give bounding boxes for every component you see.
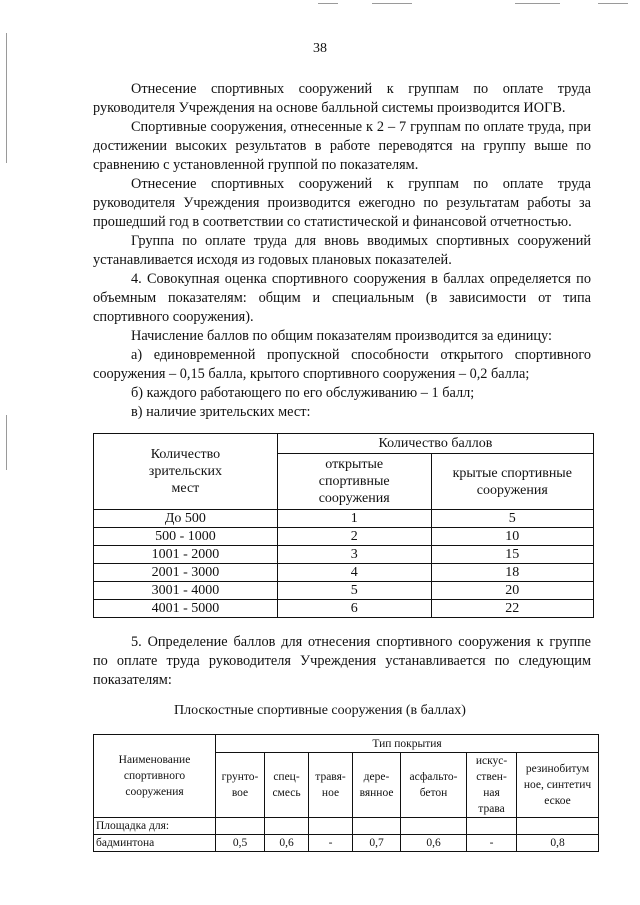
facility-name-header: Наименование спортивного сооружения (94, 735, 216, 818)
page-number: 38 (313, 41, 327, 56)
table-row (94, 510, 594, 528)
points-value: - (467, 835, 517, 852)
points-value: 0,8 (517, 835, 599, 852)
scan-top-mark (515, 3, 560, 4)
paragraph: 4. Совокупная оценка спортивного сооружения в баллах определяется по объемным показателям: общим и специальным (в зависимости от типа спортивного сооружения). (93, 271, 591, 325)
open-points: 6 (277, 600, 431, 618)
table-row (94, 835, 599, 852)
seats-range: 3001 - 4000 (94, 582, 278, 600)
open-points: 1 (277, 510, 431, 528)
surface-type: спец-смесь (265, 753, 309, 818)
scan-top-mark (372, 3, 412, 4)
surface-table (93, 734, 599, 852)
open-facilities-header: открытые спортивные сооружения (277, 454, 431, 510)
paragraph: б) каждого работающего по его обслуживанию – 1 балл; (131, 385, 475, 401)
points-value: 0,5 (216, 835, 265, 852)
table-row (94, 818, 599, 835)
seats-range: 4001 - 5000 (94, 600, 278, 618)
surface-type: резинобитумное, синтетическое (517, 753, 599, 818)
seats-range: До 500 (94, 510, 278, 528)
surface-type: искус-ствен-ная трава (467, 753, 517, 818)
scan-top-mark (598, 3, 628, 4)
paragraph: Начисление баллов по общим показателям производится за единицу: (131, 328, 552, 344)
surface-type: асфальто-бетон (401, 753, 467, 818)
open-points: 3 (277, 546, 431, 564)
open-points: 5 (277, 582, 431, 600)
covered-facilities-header: крытые спортивные сооружения (431, 454, 593, 510)
scan-edge-line (6, 415, 7, 470)
seats-range: 2001 - 3000 (94, 564, 278, 582)
table-caption: Плоскостные спортивные сооружения (в баллах) (174, 703, 466, 718)
open-points: 4 (277, 564, 431, 582)
document-body (93, 80, 591, 422)
table-row (94, 564, 594, 582)
facility-name: бадминтона (94, 835, 216, 852)
open-points: 2 (277, 528, 431, 546)
covered-points: 5 (431, 510, 593, 528)
points-value: 0,6 (265, 835, 309, 852)
covered-points: 10 (431, 528, 593, 546)
covered-points: 22 (431, 600, 593, 618)
table-row (94, 600, 594, 618)
seats-range: 1001 - 2000 (94, 546, 278, 564)
section-label: Площадка для: (94, 818, 216, 835)
table-row (94, 546, 594, 564)
points-group-header: Количество баллов (277, 434, 593, 454)
surface-type: дере-вянное (353, 753, 401, 818)
surface-type-header: Тип покрытия (216, 735, 599, 753)
paragraph: в) наличие зрительских мест: (131, 404, 311, 420)
seats-range: 500 - 1000 (94, 528, 278, 546)
covered-points: 15 (431, 546, 593, 564)
covered-points: 20 (431, 582, 593, 600)
paragraph: Отнесение спортивных сооружений к группам по оплате труда руководителя Учреждения на основе балльной системы производится ИОГВ. (93, 81, 591, 116)
points-value: - (309, 835, 353, 852)
surface-type: травя-ное (309, 753, 353, 818)
covered-points: 18 (431, 564, 593, 582)
paragraph: а) единовременной пропускной способности открытого спортивного сооружения – 0,15 балла, крытого спортивного сооружения – 0,2 балла; (93, 347, 591, 382)
points-value: 0,6 (401, 835, 467, 852)
paragraph: 5. Определение баллов для отнесения спортивного сооружения к группе по оплате труда руководителя Учреждения устанавливается по следующим показателям: (93, 634, 591, 688)
surface-type: грунто-вое (216, 753, 265, 818)
table-row (94, 582, 594, 600)
points-value: 0,7 (353, 835, 401, 852)
table-row (94, 528, 594, 546)
seats-column-header: Количество зрительских мест (94, 434, 278, 510)
paragraph: Группа по оплате труда для вновь вводимых спортивных сооружений устанавливается исходя из годовых плановых показателей. (93, 233, 591, 268)
paragraph: Спортивные сооружения, отнесенные к 2 – 7 группам по оплате труда, при достижении высоких результатов в работе переводятся на группу выше по сравнению с установленной группой по показателям. (93, 119, 591, 173)
paragraph: Отнесение спортивных сооружений к группам по оплате труда руководителя Учреждения производится ежегодно по результатам работы за прошедший год в соответствии со статистической и финансовой отчетностью. (93, 176, 591, 230)
scan-top-mark (318, 3, 338, 4)
seats-table (93, 433, 594, 618)
